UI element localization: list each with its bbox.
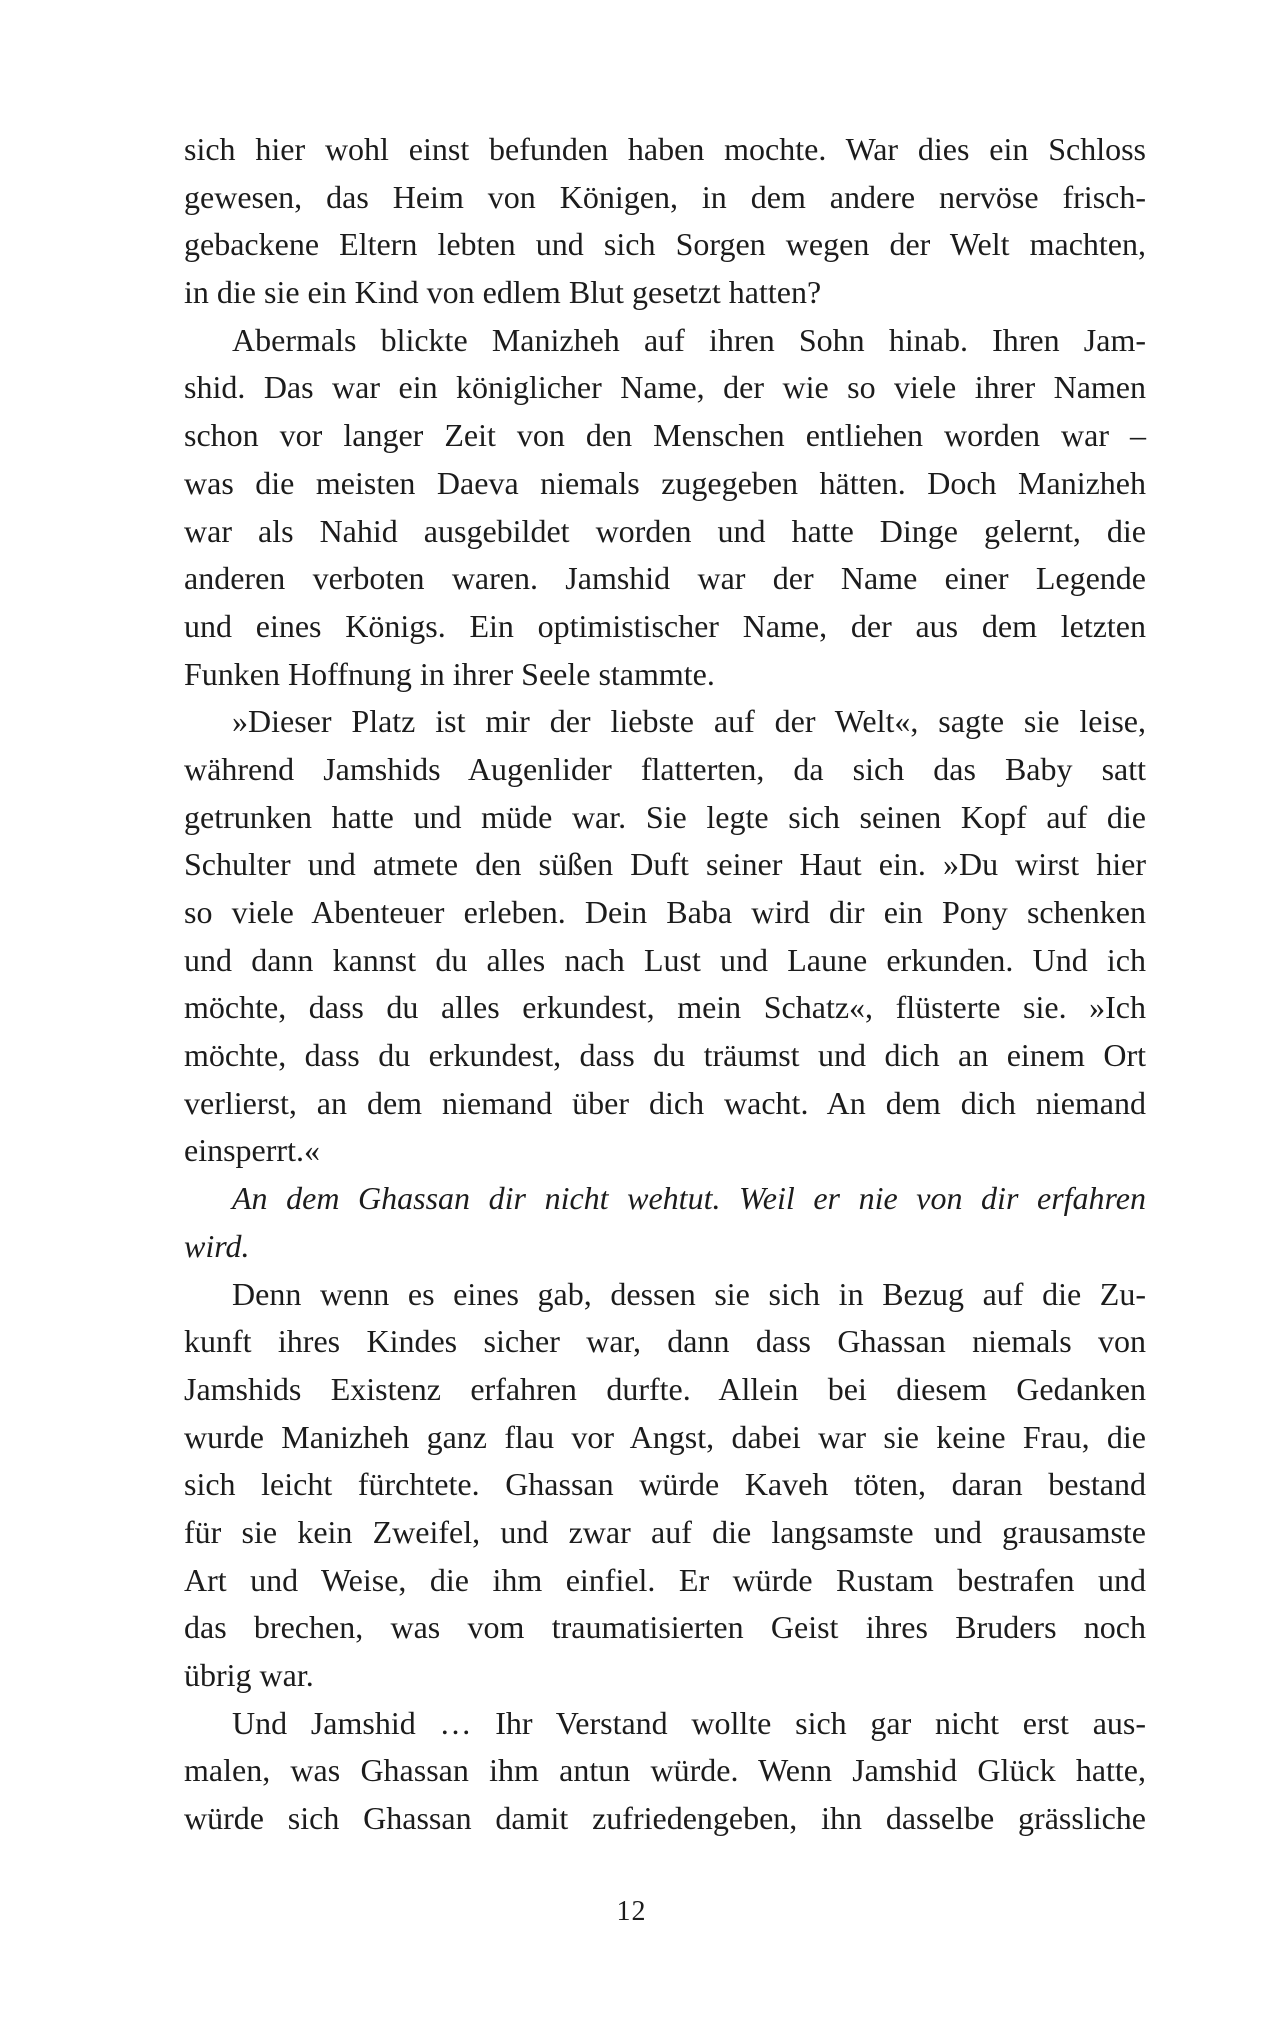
text-line: sich leicht fürchtete. Ghassan würde Kaveh töten, daran bestand xyxy=(184,1466,1146,1503)
text-line: Art und Weise, die ihm einfiel. Er würde Rustam bestrafen und xyxy=(184,1561,1146,1598)
text-line: gebackene Eltern lebten und sich Sorgen wegen der Welt machten, xyxy=(184,226,1146,263)
text-line: Funken Hoffnung in ihrer Seele stammte. xyxy=(184,655,715,692)
text-line: Abermals blickte Manizheh auf ihren Sohn hinab. Ihren Jam- xyxy=(232,321,1146,358)
text-line: und eines Königs. Ein optimistischer Name, der aus dem letzten xyxy=(184,607,1146,644)
text-line: würde sich Ghassan damit zufriedengeben, ihn dasselbe grässliche xyxy=(184,1800,1146,1837)
text-line: Jamshids Existenz erfahren durfte. Allein bei diesem Gedanken xyxy=(184,1370,1146,1407)
text-line: während Jamshids Augenlider flatterten, da sich das Baby satt xyxy=(184,750,1146,787)
text-line: Schulter und atmete den süßen Duft seiner Haut ein. »Du wirst hier xyxy=(184,846,1146,883)
text-line: für sie kein Zweifel, und zwar auf die langsamste und grausamste xyxy=(184,1513,1146,1550)
text-line: das brechen, was vom traumatisierten Geist ihres Bruders noch xyxy=(184,1609,1146,1646)
text-line: so viele Abenteuer erleben. Dein Baba wird dir ein Pony schenken xyxy=(184,894,1146,930)
text-line: wurde Manizheh ganz flau vor Angst, dabei war sie keine Frau, die xyxy=(184,1418,1146,1455)
text-line: malen, was Ghassan ihm antun würde. Wenn Jamshid Glück hatte, xyxy=(184,1752,1146,1789)
text-line: Und Jamshid … Ihr Verstand wollte sich gar nicht erst aus- xyxy=(232,1704,1146,1741)
body-text xyxy=(184,126,1146,1843)
text-line: möchte, dass du erkundest, dass du träumst und dich an einem Ort xyxy=(184,1037,1146,1074)
text-line: verlierst, an dem niemand über dich wacht. An dem dich niemand xyxy=(184,1084,1146,1121)
text-line: sich hier wohl einst befunden haben mochte. War dies ein Schloss xyxy=(184,131,1146,167)
text-line: was die meisten Daeva niemals zugegeben hätten. Doch Manizheh xyxy=(184,464,1146,501)
text-line: shid. Das war ein königlicher Name, der wie so viele ihrer Namen xyxy=(184,369,1146,406)
text-line: schon vor langer Zeit von den Menschen entliehen worden war – xyxy=(184,417,1146,454)
text-line: möchte, dass du alles erkundest, mein Schatz«, flüsterte sie. »Ich xyxy=(184,989,1146,1026)
text-line: in die sie ein Kind von edlem Blut gesetzt hatten? xyxy=(184,274,822,311)
text-line: war als Nahid ausgebildet worden und hatte Dinge gelernt, die xyxy=(184,512,1146,549)
text-line: gewesen, das Heim von Königen, in dem andere nervöse frisch- xyxy=(184,178,1146,215)
text-line: einsperrt.« xyxy=(184,1132,320,1169)
text-line: anderen verboten waren. Jamshid war der Name einer Legende xyxy=(184,560,1146,597)
text-line: Denn wenn es eines gab, dessen sie sich in Bezug auf die Zu- xyxy=(232,1275,1146,1312)
text-line: wird. xyxy=(184,1227,250,1264)
page-number: 12 xyxy=(616,1896,647,1927)
text-line: getrunken hatte und müde war. Sie legte sich seinen Kopf auf die xyxy=(184,798,1146,835)
text-line: übrig war. xyxy=(184,1657,314,1693)
text-line: kunft ihres Kindes sicher war, dann dass Ghassan niemals von xyxy=(184,1323,1146,1360)
text-line: »Dieser Platz ist mir der liebste auf der Welt«, sagte sie leise, xyxy=(232,703,1146,740)
text-line: und dann kannst du alles nach Lust und Laune erkunden. Und ich xyxy=(184,941,1146,978)
text-line: An dem Ghassan dir nicht wehtut. Weil er nie von dir erfahren xyxy=(232,1180,1146,1217)
